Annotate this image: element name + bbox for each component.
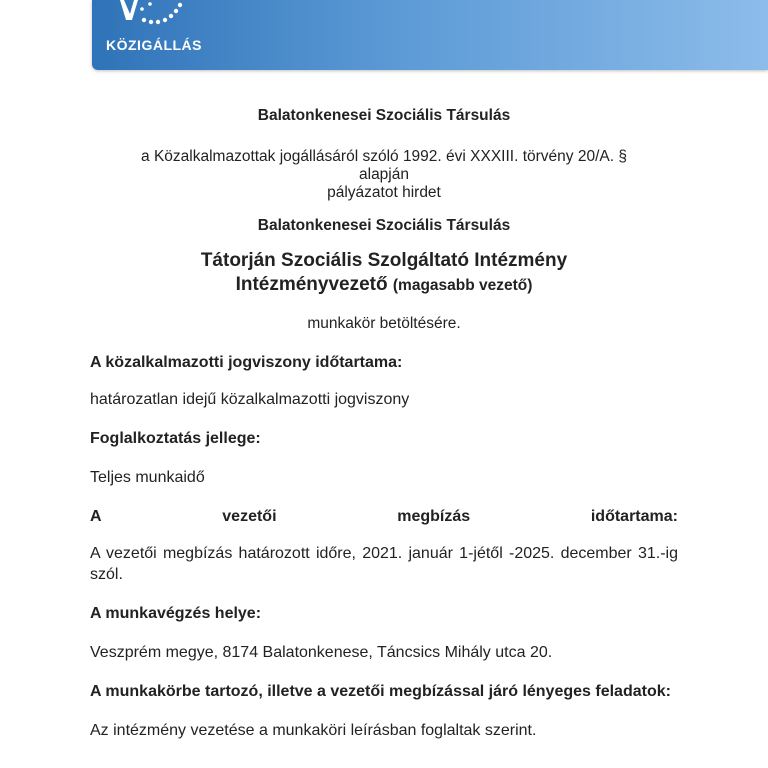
position-name: Intézményvezető <box>235 274 388 295</box>
position-title <box>90 273 678 298</box>
section-text: Teljes munkaidő <box>90 469 205 486</box>
heading-word: időtartama: <box>590 508 678 525</box>
legal-basis <box>90 148 678 202</box>
section-duties <box>90 681 678 741</box>
organization-name: Balatonkenesei Szociális Társulás <box>257 107 511 124</box>
section-heading: Foglalkoztatás jellege: <box>90 430 261 447</box>
position-note: (magasabb vezető) <box>392 277 533 294</box>
position-suffix: munkakör betöltésére. <box>307 315 461 332</box>
heading-word: megbízás <box>397 508 471 525</box>
announcement-line: pályázatot hirdet <box>327 184 441 201</box>
section-mandate-duration <box>90 506 678 585</box>
position-title-block <box>90 249 678 298</box>
section-workplace <box>90 603 678 663</box>
section-heading <box>90 506 678 527</box>
section-heading: A munkakörbe tartozó, illetve a vezetői megbízással járó lényeges feladatok: <box>90 683 671 700</box>
section-employment-duration <box>90 352 678 410</box>
legal-basis-line: a Közalkalmazottak jogállásáról szóló 1992. évi XXXIII. törvény 20/A. § <box>141 148 627 165</box>
kozigallas-logo-icon <box>110 0 200 32</box>
heading-word: A <box>90 508 102 525</box>
section-text: A vezetői megbízás határozott időre, 2021. január 1-jétől -2025. december 31.-ig szól. <box>90 545 678 583</box>
section-heading: A munkavégzés helye: <box>90 605 262 622</box>
kozigallas-banner <box>92 0 768 70</box>
section-heading: A közalkalmazotti jogviszony időtartama: <box>90 354 403 371</box>
logo-text: KÖZIGÁLLÁS <box>106 37 202 53</box>
legal-basis-line: alapján <box>359 166 409 183</box>
section-text: Veszprém megye, 8174 Balatonkenese, Táncsics Mihály utca 20. <box>90 644 553 661</box>
section-employment-type <box>90 428 678 488</box>
section-text: Az intézmény vezetése a munkaköri leírásban foglaltak szerint. <box>90 722 537 739</box>
section-text: határozatlan idejű közalkalmazotti jogviszony <box>90 391 410 408</box>
organization-name-repeat: Balatonkenesei Szociális Társulás <box>257 217 511 234</box>
heading-word: vezetői <box>222 508 277 525</box>
job-posting-document <box>90 105 678 741</box>
institution-title: Tátorján Szociális Szolgáltató Intézmény <box>200 250 568 271</box>
